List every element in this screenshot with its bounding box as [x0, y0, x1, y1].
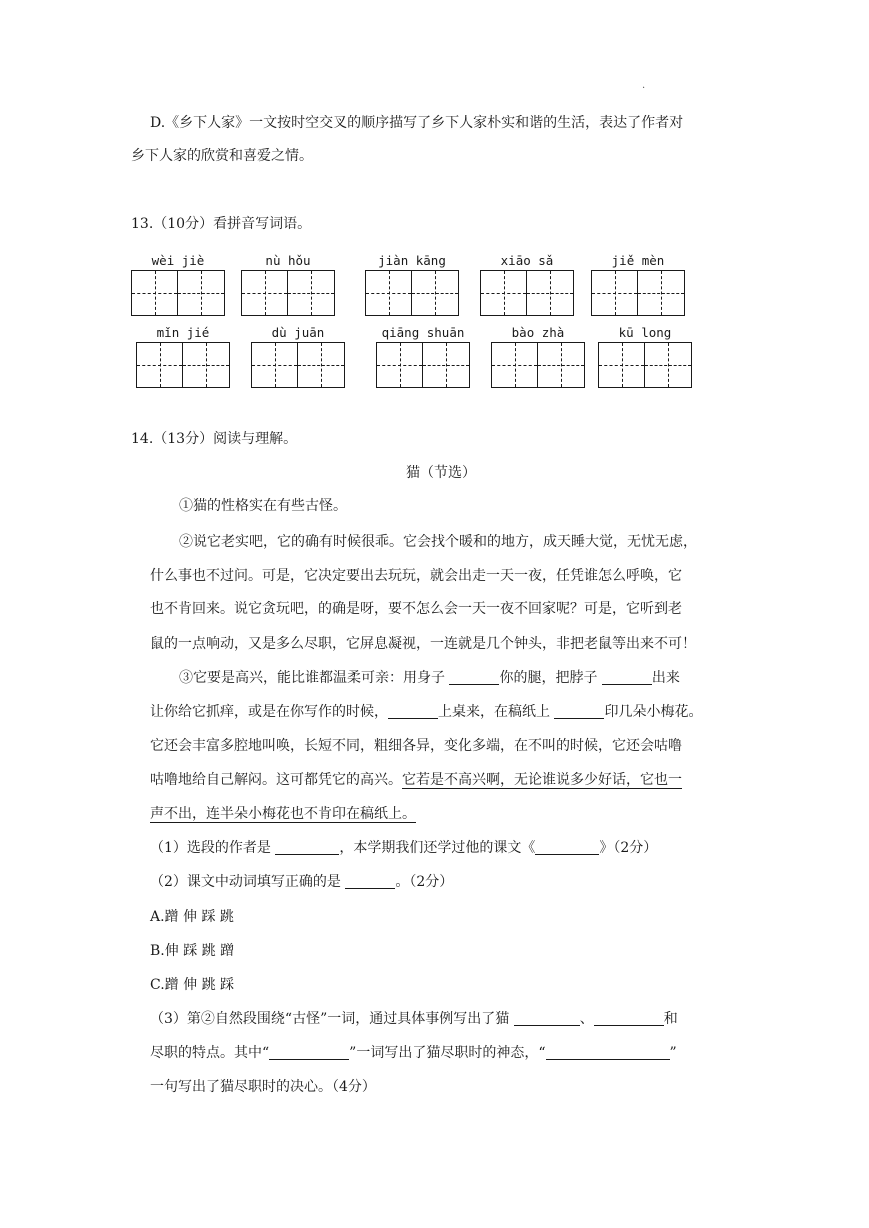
- option-b[interactable]: B.伸 踩 跳 蹭: [150, 943, 235, 959]
- verb-blank-2[interactable]: [602, 670, 652, 685]
- pinyin-label: dù juān: [271, 325, 325, 340]
- sub-question-3-line: [150, 1044, 677, 1062]
- pinyin-item: [598, 326, 692, 388]
- trait-blank-2[interactable]: [594, 1011, 664, 1026]
- text-fragment: 。（2分）: [395, 874, 454, 890]
- text-fragment: 尽职的特点。其中“: [150, 1045, 270, 1061]
- q12-option-d-line1: D.《乡下人家》一文按时空交叉的顺序描写了乡下人家朴实和谐的生活，表达了作者对: [150, 115, 684, 131]
- character-grid[interactable]: [480, 270, 574, 316]
- verb-blank-4[interactable]: [554, 704, 604, 719]
- lesson-title-blank[interactable]: [535, 840, 599, 855]
- grid-box[interactable]: [288, 271, 334, 315]
- text-fragment: ③它要是高兴，能比谁都温柔可亲：用身子: [179, 670, 445, 686]
- text-fragment: ，本学期我们还学过他的课文《: [339, 840, 536, 856]
- q14-heading: 14.（13分）阅读与理解。: [131, 431, 298, 447]
- passage-paragraph-2-line: ②说它老实吧，它的确有时候很乖。它会找个暖和的地方，成天睡大觉，无忧无虑，: [179, 534, 697, 550]
- pinyin-label: mǐn jié: [156, 325, 210, 340]
- grid-box[interactable]: [366, 271, 412, 315]
- text-fragment: 你的腿，把脖子: [499, 670, 598, 686]
- answer-blank[interactable]: [345, 874, 395, 889]
- text-fragment: （2）课文中动词填写正确的是: [150, 874, 341, 890]
- passage-paragraph-2-line: 什么事也不过问。可是，它决定要出去玩玩，就会出走一天一夜，任凭谁怎么呼唤，它: [150, 568, 682, 584]
- pinyin-label: qiāng shuān: [381, 325, 465, 340]
- grid-box[interactable]: [298, 343, 344, 387]
- option-a[interactable]: A.蹭 伸 踩 跳: [150, 909, 234, 925]
- grid-box[interactable]: [538, 343, 584, 387]
- pinyin-item: [591, 254, 685, 316]
- verb-blank-1[interactable]: [449, 670, 499, 685]
- grid-box[interactable]: [183, 343, 229, 387]
- grid-box[interactable]: [492, 343, 538, 387]
- character-grid[interactable]: [365, 270, 459, 316]
- character-grid[interactable]: [136, 342, 230, 388]
- passage-paragraph-3-line: [150, 805, 416, 823]
- text-fragment: （1）选段的作者是: [150, 840, 271, 856]
- text-fragment: （3）第②自然段围绕“古怪”一词，通过具体事例写出了猫: [150, 1011, 510, 1027]
- q12-option-d-line2: 乡下人家的欣赏和喜爱之情。: [131, 148, 313, 164]
- pinyin-label: jiàn kāng: [378, 253, 446, 268]
- grid-box[interactable]: [137, 343, 183, 387]
- character-grid[interactable]: [241, 270, 335, 316]
- grid-box[interactable]: [599, 343, 645, 387]
- pinyin-label: jiě mèn: [611, 253, 665, 268]
- sub-question-3-line: 一句写出了猫尽职时的决心。（4分）: [150, 1079, 376, 1095]
- character-grid[interactable]: [491, 342, 585, 388]
- sub-question-3-line: [150, 1010, 678, 1028]
- grid-box[interactable]: [645, 343, 691, 387]
- passage-paragraph-1: ①猫的性格实在有些古怪。: [179, 498, 347, 514]
- pinyin-item: [480, 254, 574, 316]
- grid-box[interactable]: [132, 271, 178, 315]
- passage-paragraph-3-line: [150, 703, 702, 721]
- pinyin-item: [241, 254, 335, 316]
- grid-box[interactable]: [412, 271, 458, 315]
- pinyin-item: [251, 326, 345, 388]
- verb-blank-3[interactable]: [388, 704, 438, 719]
- grid-box[interactable]: [242, 271, 288, 315]
- text-fragment: 和: [663, 1011, 678, 1027]
- text-fragment: 咕噜地给自己解闷。这可都凭它的高兴。: [150, 772, 402, 788]
- pinyin-item: [376, 326, 470, 388]
- word-blank[interactable]: [269, 1045, 349, 1060]
- grid-box[interactable]: [252, 343, 298, 387]
- grid-box[interactable]: [377, 343, 423, 387]
- character-grid[interactable]: [251, 342, 345, 388]
- sub-question-2: [150, 873, 453, 891]
- pinyin-label: kū long: [618, 325, 672, 340]
- passage-paragraph-3-line: [150, 771, 682, 789]
- underlined-sentence: 它若是不高兴啊，无论谁说多少好话，它也一: [402, 772, 682, 788]
- text-fragment: ”: [669, 1045, 677, 1061]
- text-fragment: 》（2分）: [599, 840, 658, 856]
- trait-blank-1[interactable]: [514, 1011, 580, 1026]
- pinyin-label: nù hǒu: [265, 253, 311, 268]
- text-fragment: ”一词写出了猫尽职时的神态，“: [349, 1045, 546, 1061]
- pinyin-item: [131, 254, 225, 316]
- text-fragment: 、: [579, 1011, 594, 1027]
- grid-box[interactable]: [527, 271, 573, 315]
- grid-box[interactable]: [423, 343, 469, 387]
- pinyin-item: [491, 326, 585, 388]
- character-grid[interactable]: [376, 342, 470, 388]
- author-blank[interactable]: [275, 840, 339, 855]
- option-c[interactable]: C.蹭 伸 跳 踩: [150, 977, 235, 993]
- character-grid[interactable]: [598, 342, 692, 388]
- passage-paragraph-3-line: 它还会丰富多腔地叫唤，长短不同，粗细各异，变化多端，在不叫的时候，它还会咕噜: [150, 738, 682, 754]
- q13-heading: 13.（10分）看拼音写词语。: [131, 216, 312, 232]
- grid-box[interactable]: [178, 271, 224, 315]
- pinyin-item: [136, 326, 230, 388]
- grid-box[interactable]: [638, 271, 684, 315]
- grid-box[interactable]: [592, 271, 638, 315]
- pinyin-label: bào zhà: [511, 325, 565, 340]
- passage-paragraph-2-line: 也不肯回来。说它贪玩吧，的确是呀，要不怎么会一天一夜不回家呢？可是，它听到老: [150, 601, 682, 617]
- character-grid[interactable]: [131, 270, 225, 316]
- text-fragment: 让你给它抓痒，或是在你写作的时候，: [150, 704, 388, 720]
- passage-paragraph-2-line: 鼠的一点响动，又是多么尽职，它屏息凝视，一连就是几个钟头，非把老鼠等出来不可！: [150, 636, 696, 652]
- pinyin-label: xiāo sǎ: [500, 253, 554, 268]
- pinyin-label: wèi jiè: [151, 253, 205, 268]
- passage-paragraph-3-line: [179, 669, 680, 687]
- sub-question-1: [150, 839, 657, 857]
- sentence-blank[interactable]: [546, 1045, 670, 1060]
- text-fragment: 出来: [651, 670, 680, 686]
- passage-title: 猫（节选）: [406, 465, 476, 481]
- text-fragment: 上桌来，在稿纸上: [438, 704, 550, 720]
- text-fragment: 印几朵小梅花。: [604, 704, 703, 720]
- underlined-sentence: 声不出，连半朵小梅花也不肯印在稿纸上。: [150, 806, 416, 822]
- pinyin-item: [365, 254, 459, 316]
- dot-mark: .: [642, 80, 646, 91]
- grid-box[interactable]: [481, 271, 527, 315]
- character-grid[interactable]: [591, 270, 685, 316]
